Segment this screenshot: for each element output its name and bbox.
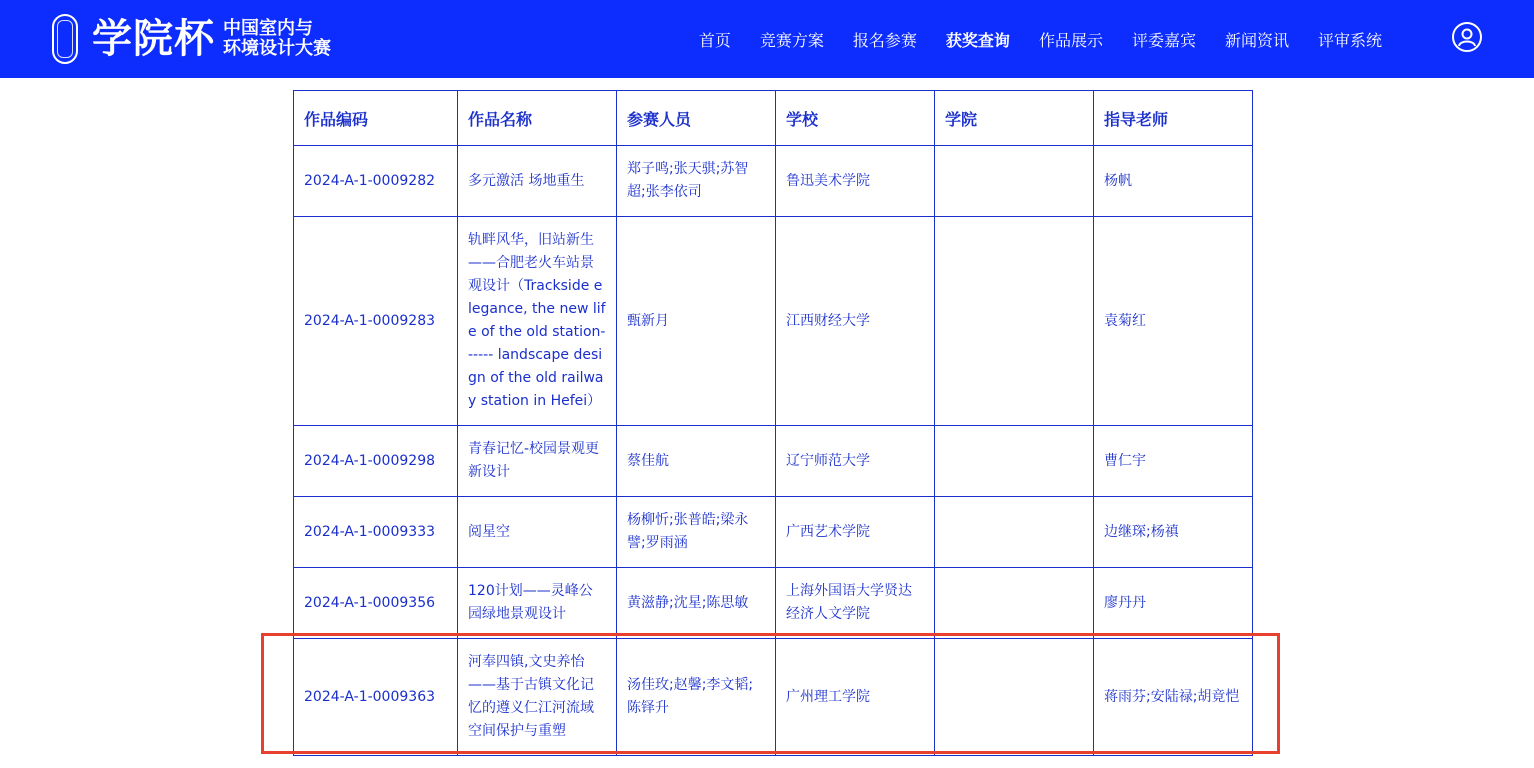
cell-members: 黄滋静;沈星;陈思敏 [617, 568, 776, 639]
cell-code: 2024-A-1-0009298 [294, 426, 458, 497]
cell-advisor: 袁菊红 [1094, 217, 1253, 426]
award-table-container [293, 90, 1253, 756]
brand-subtitle-line2: 环境设计大赛 [223, 38, 331, 59]
table-row [294, 146, 1253, 217]
brand-name: 学院杯 [92, 16, 215, 62]
cell-school: 广西艺术学院 [776, 497, 935, 568]
cell-college [935, 639, 1094, 756]
cell-advisor: 蒋雨芬;安陆禄;胡竟恺 [1094, 639, 1253, 756]
col-header-name: 作品名称 [458, 91, 617, 146]
col-header-college: 学院 [935, 91, 1094, 146]
logo-seal-icon [52, 14, 78, 64]
cell-code: 2024-A-1-0009333 [294, 497, 458, 568]
table-row [294, 497, 1253, 568]
cell-members: 杨柳忻;张普皓;梁永譬;罗雨涵 [617, 497, 776, 568]
brand-subtitle [223, 19, 331, 59]
cell-college [935, 497, 1094, 568]
cell-school: 辽宁师范大学 [776, 426, 935, 497]
nav-judges[interactable]: 评委嘉宾 [1131, 30, 1196, 50]
table-row-highlighted [294, 639, 1253, 756]
cell-advisor: 廖丹丹 [1094, 568, 1253, 639]
cell-college [935, 146, 1094, 217]
nav-register[interactable]: 报名参赛 [852, 30, 917, 50]
cell-college [935, 426, 1094, 497]
cell-college [935, 568, 1094, 639]
cell-advisor: 杨帆 [1094, 146, 1253, 217]
nav-competition-plan[interactable]: 竞赛方案 [759, 30, 824, 50]
table-row [294, 217, 1253, 426]
table-row [294, 426, 1253, 497]
brand-subtitle-line1: 中国室内与 [223, 18, 313, 39]
cell-advisor: 曹仁宇 [1094, 426, 1253, 497]
table-header-row [294, 91, 1253, 146]
cell-name: 120计划——灵峰公园绿地景观设计 [458, 568, 617, 639]
cell-members: 甄新月 [617, 217, 776, 426]
user-circle-icon[interactable] [1452, 22, 1482, 52]
col-header-advisor: 指导老师 [1094, 91, 1253, 146]
cell-code: 2024-A-1-0009356 [294, 568, 458, 639]
nav-review-system[interactable]: 评审系统 [1317, 30, 1382, 50]
cell-members: 汤佳玫;赵馨;李文韬;陈铎升 [617, 639, 776, 756]
col-header-code: 作品编码 [294, 91, 458, 146]
logo[interactable] [52, 12, 331, 66]
cell-name: 河奉四镇,文史养怡——基于古镇文化记忆的遵义仁江河流域空间保护与重塑 [458, 639, 617, 756]
cell-members: 郑子鸣;张天骐;苏智超;张李依司 [617, 146, 776, 217]
cell-code: 2024-A-1-0009282 [294, 146, 458, 217]
nav-works[interactable]: 作品展示 [1038, 30, 1103, 50]
cell-advisor: 边继琛;杨禛 [1094, 497, 1253, 568]
cell-name: 阅星空 [458, 497, 617, 568]
cell-members: 蔡佳航 [617, 426, 776, 497]
nav-award-query[interactable]: 获奖查询 [945, 30, 1010, 50]
cell-code: 2024-A-1-0009363 [294, 639, 458, 756]
cell-school: 江西财经大学 [776, 217, 935, 426]
cell-school: 上海外国语大学贤达经济人文学院 [776, 568, 935, 639]
cell-school: 广州理工学院 [776, 639, 935, 756]
nav-home[interactable]: 首页 [698, 30, 731, 50]
nav-news[interactable]: 新闻资讯 [1224, 30, 1289, 50]
cell-name: 多元激活 场地重生 [458, 146, 617, 217]
col-header-school: 学校 [776, 91, 935, 146]
cell-college [935, 217, 1094, 426]
site-header [0, 0, 1534, 78]
cell-school: 鲁迅美术学院 [776, 146, 935, 217]
award-table [293, 90, 1253, 756]
table-row [294, 568, 1253, 639]
cell-name: 青春记忆-校园景观更新设计 [458, 426, 617, 497]
main-nav [670, 0, 1382, 78]
col-header-members: 参赛人员 [617, 91, 776, 146]
cell-code: 2024-A-1-0009283 [294, 217, 458, 426]
cell-name: 轨畔风华，旧站新生——合肥老火车站景观设计（Trackside elegance, the new life of the old station------ landscape design of the old railway station in Hefei） [458, 217, 617, 426]
